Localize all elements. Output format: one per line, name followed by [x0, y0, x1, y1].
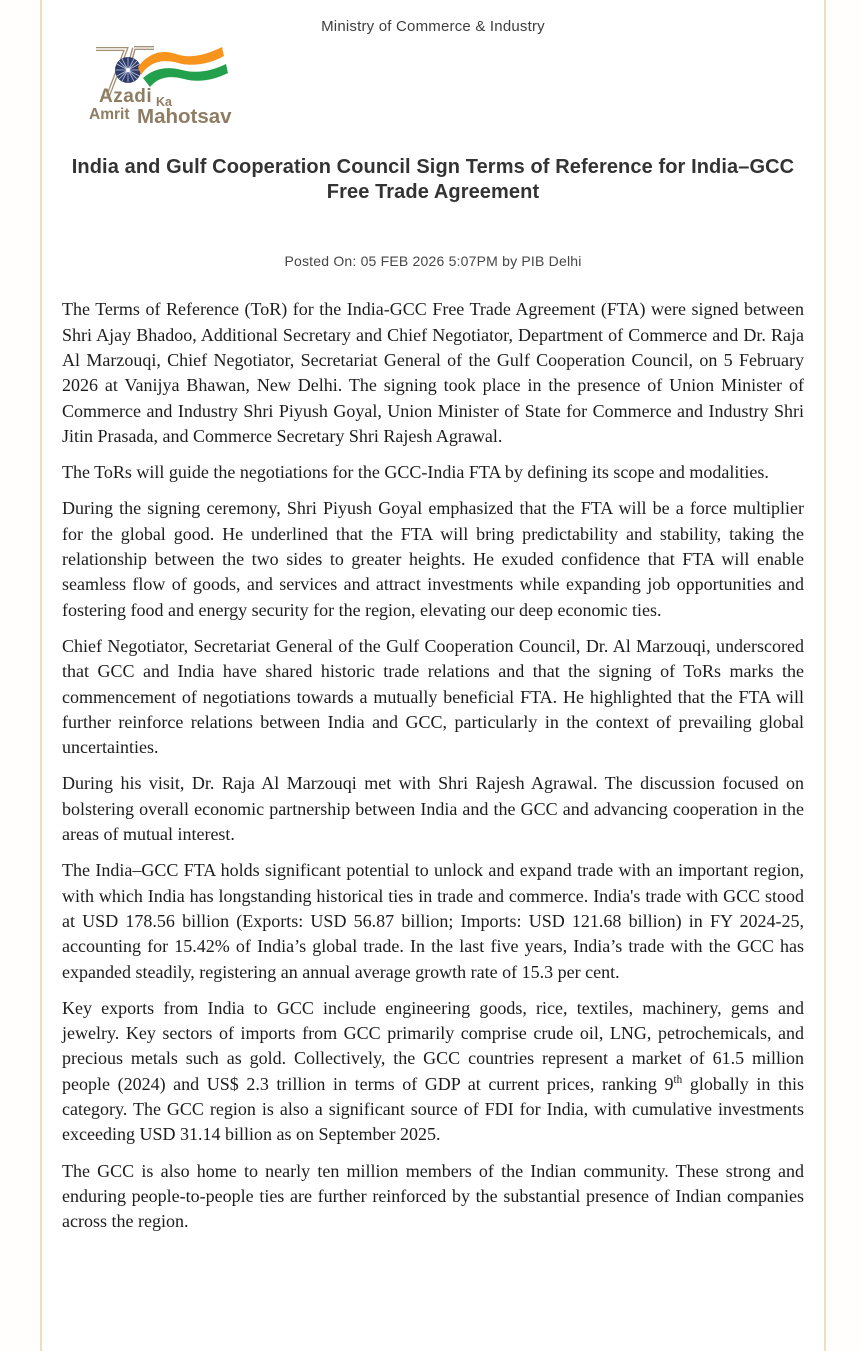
logo-word-azadi: Azadi — [99, 86, 153, 107]
chakra-icon — [115, 57, 141, 83]
paragraph-8: The GCC is also home to nearly ten million members of the Indian community. These strong and enduring people-to-people ties are further reinforced by the substantial presence of Indian companies across the region. — [62, 1160, 804, 1232]
paragraph-6: The India–GCC FTA holds significant potential to unlock and expand trade with an important region, with which India has longstanding historical ties in trade and commerce. India's trade with GCC stood at USD 178.56 billion (Exports: USD 56.87 billion; Imports: USD 121.68 billion) in FY 2024-25, accounting for 15.42% of India’s global trade. In the last five years, India’s trade with the GCC has expanded steadily, registering an annual average growth rate of 15.3 per cent. — [62, 860, 804, 982]
page-title: India and Gulf Cooperation Council Sign Terms of Reference for India–GCC Free Trade Agreement — [71, 156, 795, 204]
posted-on-line: Posted On: 05 FEB 2026 5:07PM by PIB Delhi — [284, 253, 582, 270]
logo-word-mahotsav: Mahotsav — [137, 105, 232, 128]
azadi-ka-amrit-mahotsav-logo — [88, 44, 240, 134]
ordinal-suffix: th — [673, 1073, 683, 1086]
paragraph-3: During the signing ceremony, Shri Piyush Goyal emphasized that the FTA will be a force multiplier for the global good. He underlined that the FTA will bring predictability and stability, taking the relationship between the two sides to greater heights. He exuded confidence that FTA will enable seamless flow of goods, and services and attract investments while expanding job opportunities and fostering food and energy security for the region, elevating our deep economic ties. — [62, 498, 804, 620]
logo-word-ka: Ka — [156, 95, 172, 109]
paragraph-5: During his visit, Dr. Raja Al Marzouqi met with Shri Rajesh Agrawal. The discussion focused on bolstering overall economic partnership between India and the GCC and advancing cooperation in the areas of mutual interest. — [62, 773, 804, 845]
paragraph-2: The ToRs will guide the negotiations for the GCC-India FTA by defining its scope and modalities. — [62, 462, 769, 483]
logo-word-amrit: Amrit — [89, 106, 130, 123]
ministry-name: Ministry of Commerce & Industry — [321, 18, 545, 35]
azadi-logo-graphic — [88, 44, 240, 134]
article-body — [62, 297, 804, 1234]
paragraph-1: The Terms of Reference (ToR) for the India-GCC Free Trade Agreement (FTA) were signed between Shri Ajay Bhadoo, Additional Secretary and Chief Negotiator, Department of Commerce and Dr. Raja Al Marzouqi, Chief Negotiator, Secretariat General of the Gulf Cooperation Council, on 5 February 2026 at Vanijya Bhawan, New Delhi. The signing took place in the presence of Union Minister of Commerce and Industry Shri Piyush Goyal, Union Minister of State for Commerce and Industry Shri Jitin Prasada, and Commerce Secretary Shri Rajesh Agrawal. — [62, 299, 804, 446]
paragraph-7-lead: Key exports from India to GCC include engineering goods, rice, textiles, machinery, gems and jewelry. Key sectors of imports from GCC primarily comprise crude oil, LNG, petrochemicals, and precious metals such as gold. Collectively, the GCC countries represent a market of 61.5 million people (2024) and US$ 2.3 trillion in terms of GDP at current prices, ranking 9 — [62, 997, 804, 1094]
flag-ribbon-icon — [138, 47, 228, 87]
paragraph-7-tail: globally in this category. The GCC region is also a significant source of FDI for India, with cumulative investments exceeding USD 31.14 billion as on September 2025. — [62, 1073, 804, 1145]
paragraph-4: Chief Negotiator, Secretariat General of the Gulf Cooperation Council, Dr. Al Marzouqi, underscored that GCC and India have shared historic trade relations and that the signing of ToRs marks the commencement of negotiations towards a mutually beneficial FTA. He highlighted that the FTA will further reinforce relations between India and GCC, particularly in the context of prevailing global uncertainties. — [62, 635, 804, 758]
content-frame — [40, 0, 826, 1351]
paragraph-7 — [62, 996, 804, 1148]
